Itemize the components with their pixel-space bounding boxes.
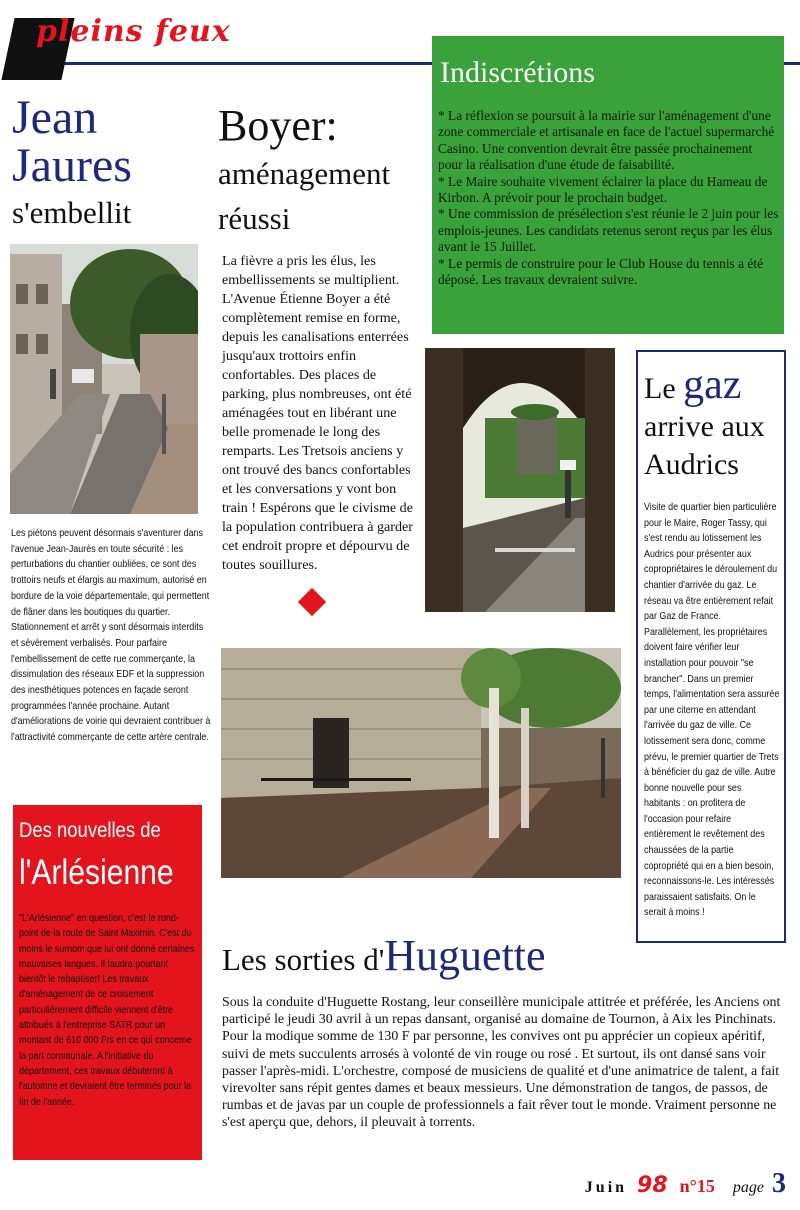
indiscretions-box [432, 36, 784, 334]
gaz-title-line3: Audrics [644, 448, 739, 481]
footer-year: 98 [637, 1173, 668, 1198]
boyer-subtitle [218, 151, 390, 241]
gaz-title-line2: arrive aux [644, 410, 765, 443]
indiscretions-title: Indiscrétions [440, 56, 595, 89]
boyer-body: La fièvre a pris les élus, les embellissements se multiplient. L'Avenue Étienne Boyer a été complètement remise en forme, depuis les canalisations enterrées jusqu'aux trottoirs enfin confortables. Des places de parking, plus nombreuses, ont été aménagées tout en libérant une belle promenade le long des remparts. Les Tretsois anciens y ont trouvé des bancs confortables et les conversations y vont bon train ! Espérons que le civisme de la population contribuera à garder cet endroit propre et dépourvu de toutes souillures. [222, 253, 413, 573]
gaz-box [636, 350, 786, 943]
jean-jaures-title-line2: Jaures [12, 139, 132, 192]
end-of-article-mark [298, 588, 326, 616]
jean-jaures-title [12, 91, 132, 192]
footer-page-number: 3 [772, 1168, 786, 1199]
indiscretions-item: * Le Maire souhaite vivement éclairer la place du Hameau de Kirbon. A prévoir pour le prochain budget. [438, 173, 768, 206]
street-photo [10, 244, 198, 514]
footer-issue: n°15 [679, 1176, 715, 1196]
indiscretions-item: * La réflexion se poursuit à la mairie sur l'aménagement d'une zone commerciale et artisanale en face de l'actuel supermarché Casino. Une convention devrait être passée prochainement pour la réalisation d'une étude de faisabilité. [438, 108, 775, 173]
gaz-title [644, 362, 784, 484]
gaz-title-le: Le [644, 372, 676, 405]
indiscretions-body [438, 108, 780, 288]
huguette-title-part2: Huguette [384, 931, 546, 980]
jean-jaures-title-line1: Jean [12, 91, 98, 144]
jean-jaures-body: Les piétons peuvent désormais s'aventurer dans l'avenue Jean-Jaurès en toute sécurité : les perturbations du chantier oubliées, ce sont des trottoirs neufs et élargis au maximum, autorisé en bordure de la voie départementale, qui permettent de flâner dans les boutiques du quartier. Stationnement et arrêt y sont désormais interdits et sévèrement verbalisés. Pour parfaire l'embellissement de cette rue commerçante, la dissimulation des réseaux EDF et la suppression des inesthétiques potences en façade seront programmées l'année prochaine. Autant d'améliorations de voirie qui devraient contribuer à l'attractivité commerçante de cette artère centrale. [11, 528, 211, 744]
section-title: pleins feux [36, 14, 231, 49]
arlesienne-title-line1: Des nouvelles de [19, 819, 161, 842]
boyer-title: Boyer: [218, 101, 338, 150]
jean-jaures-subtitle: s'embellit [12, 195, 132, 230]
huguette-title [222, 930, 546, 981]
ramparts-photo [221, 648, 621, 878]
arlesienne-body: "L'Arlésienne" en question, c'est le rond- point de la route de Saint Maximin. C'est du moins le surnom que lui ont donné certaines mauvaises langues. Il faudra pourtant bientôt le rebaptiser! Les travaux d'aménagement de ce croisement particulièrement difficile viennent d'être attribués à l'entreprise SATR pour un montant de 610 000 Frs en ce qui concerne la part communale. A l'initiative du département, ces travaux débuteront à l'automne et devraient être terminés pour la fin de l'année. [19, 913, 195, 1108]
arlesienne-title-line2: l'Arlésienne [19, 853, 174, 892]
gaz-body: Visite de quartier bien particulière pour le Maire, Roger Tassy, qui s'est rendu au lotissement les Audrics pour présenter aux copropriétaires le déroulement du chantier d'arrivée du gaz. Le réseau va être entièrement refait par Gaz de France. Parallèlement, les propriétaires doivent faire vérifier leur installation pour pouvoir "se brancher". Dans un premier temps, l'alimentation sera assurée par une citerne en attendant l'arrivée du gaz de ville. Ce lotissement sera donc, comme prévu, le premier quartier de Trets à bénéficier du gaz de ville. Autre bonne nouvelle pour ses habitants : on profitera de l'occasion pour refaire entièrement le revêtement des chaussées de la partie copropriété qui en a bien besoin, reconnaissons-le. Les intéressés paraissaient satisfaits. On le serait à moins ! [644, 502, 780, 919]
gaz-title-gaz: gaz [683, 362, 742, 408]
indiscretions-item: * Une commission de présélection s'est réunie le 2 juin pour les emplois-jeunes. Les candidats retenus seront reçus par les élus avant le 15 Juillet. [438, 206, 779, 255]
footer-page-label: page [732, 1179, 764, 1196]
boyer-subtitle-line2: réussi [218, 201, 291, 236]
gate-photo [425, 348, 615, 612]
boyer-subtitle-line1: aménagement [218, 156, 391, 191]
huguette-body: Sous la conduite d'Huguette Rostang, leur conseillère municipale attitrée et préférée, les Anciens ont participé le jeudi 30 avril à un repas dansant, organisé au domaine de Tournon, à Aix les Pinchinats. Pour la modique somme de 130 F par personne, les convives ont pu apprécier un copieux apéritif, suivi de mets succulents arrosés à volonté de vin rouge ou rosé . Et surtout, ils ont dansé sans voir passer l'après-midi. L'orchestre, composé de musiciens de qualité et d'une animatrice de talent, a fait virevolter sans répit gentes dames et beaux messieurs. Une démonstration de tangos, de passos, de rumbas et de javas par un couple de professionnels a fait rêver tout le monde. Vraiment personne ne s'est aperçu que, dehors, il pleuvait à torrents. [222, 995, 781, 1131]
footer-month: Juin [584, 1179, 628, 1196]
arlesienne-box [13, 805, 202, 1160]
huguette-title-part1: Les sorties d' [222, 942, 385, 977]
page-footer [585, 1168, 786, 1200]
indiscretions-item: * Le permis de construire pour le Club House du tennis a été déposé. Les travaux devraient suivre. [438, 255, 764, 288]
